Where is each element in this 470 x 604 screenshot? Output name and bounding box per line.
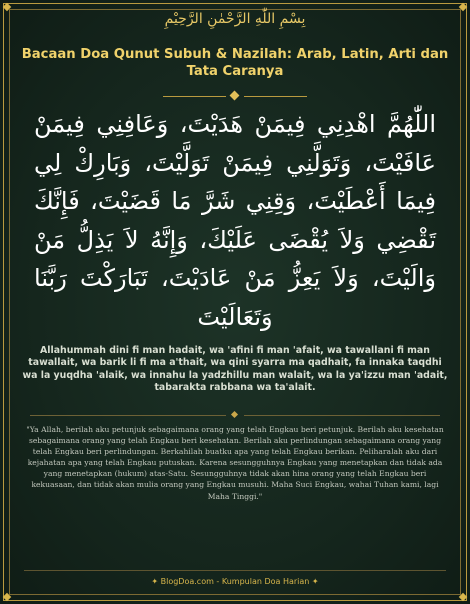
translation-text: "Ya Allah, berilah aku petunjuk sebagaimana orang yang telah Engkau beri petunjuk. Berilah aku kesehatan sebagaimana orang yang telah Engkau beri kesehatan. Berilah aku perlindungan sebagaimana orang yang telah Engkau beri perlindungan. Berkahilah buatku apa yang telah Engkau berikan. Peliharalah aku dari kejahatan apa yang telah Engkau putuskan. Karena sesungguhnya Engkau yang menetapkan dan tidak ada yang menetapkan (hukum) atas-Satu. Sesungguhnya tidak akan hina orang yang telah Engkau beri kekuasaan, dan tidak akan mulia orang yang Engkau musuhi. Maha Suci Engkau, wahai Tuhan kami, lagi Maha Tinggi." [26, 425, 444, 501]
page-title: Bacaan Doa Qunut Subuh & Nazilah: Arab, Latin, Arti dan Tata Caranya [21, 47, 449, 79]
latin-transliteration: Allahummah dini fi man hadait, wa 'afini fi man 'afait, wa tawallani fi man tawallait, wa barik li fi ma a'thait, wa qini syarra ma qadhait, fa innaka taqdhi wa la yuqdha 'alaik, wa innahu la yadzhillu man walait, wa la ya'izzu man 'adait, tabarakta rabbana wa ta'alait. [22, 345, 448, 394]
diamond-icon [230, 91, 240, 101]
basmala: بِسْمِ اللّٰهِ الرَّحْمٰنِ الرَّحِيْمِ [164, 11, 306, 27]
footer-credit: ✦ BlogDoa.com - Kumpulan Doa Harian ✦ [151, 577, 319, 586]
ornament-line [244, 96, 307, 97]
divider-line [244, 415, 440, 416]
title-ornament [0, 92, 470, 102]
section-divider [30, 411, 440, 419]
ornament-line [163, 96, 226, 97]
diamond-icon [231, 411, 238, 418]
divider-line [30, 415, 226, 416]
footer-divider [24, 570, 446, 571]
arabic-text: اللّٰهُمَّ اهْدِنِي فِيمَنْ هَدَيْتَ، وَعَافِنِي فِيمَنْ عَافَيْتَ، وَتَوَلَّنِي فِيمَنْ تَوَلَّيْتَ، وَبَارِكْ لِي فِيمَا أَعْطَيْتَ، وَقِنِي شَرَّ مَا قَضَيْتَ، فَإِنَّكَ تَقْضِي وَلاَ يُقْضَى عَلَيْكَ، وَإِنَّهُ لاَ يَذِلُّ مَنْ وَالَيْتَ، وَلاَ يَعِزُّ مَنْ عَادَيْتَ، تَبَارَكْتَ رَبَّنَا وَتَعَالَيْتَ [34, 110, 436, 331]
